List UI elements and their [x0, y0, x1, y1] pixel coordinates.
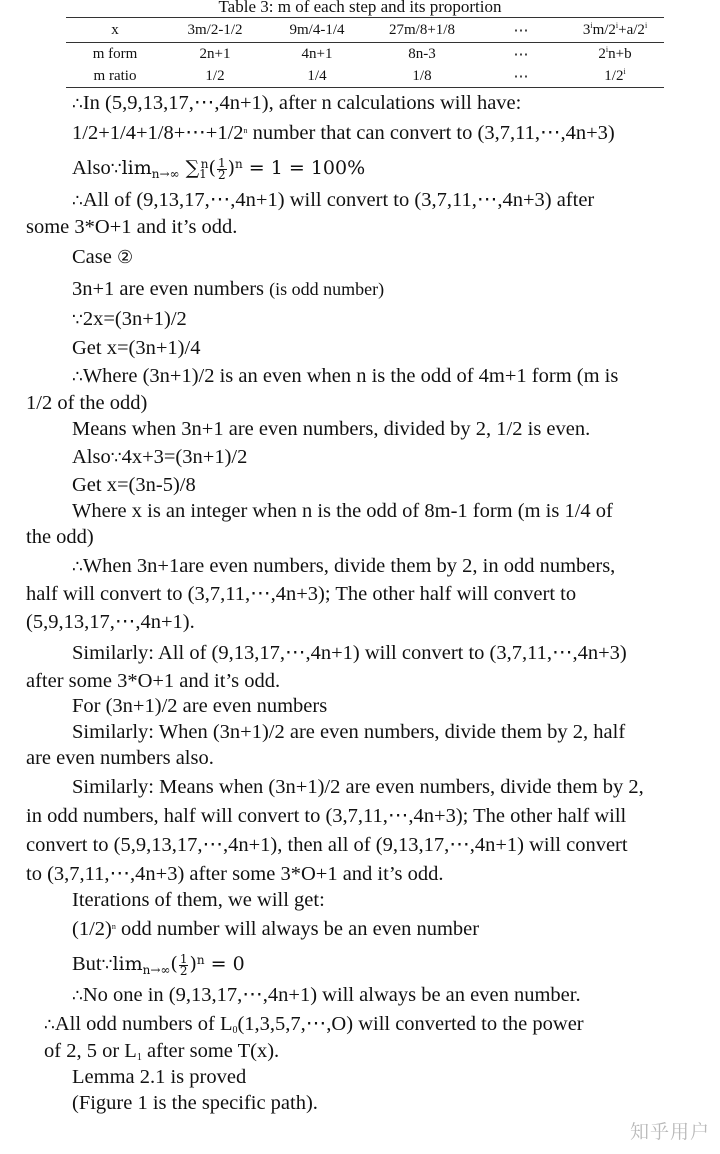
text-line: to (3,7,11,⋯,4n+3) after some 3*O+1 and it’s odd.	[26, 863, 444, 885]
text-line: half will convert to (3,7,11,⋯,4n+3); The other half will convert to	[26, 583, 577, 605]
proportion-table	[66, 17, 664, 88]
text-line: the odd)	[26, 526, 94, 548]
text-line: $1/2+1/4+1/8+\cdots+1/2^n$ number that can convert to (3,7,11,⋯,4n+3)	[72, 122, 615, 144]
text-line: some 3*O+1 and it’s odd.	[26, 216, 238, 238]
text-line: Get x=(3n+1)/4	[72, 337, 201, 359]
table-cell: 4n+1	[301, 45, 333, 62]
table-cell: 2n+1	[199, 45, 231, 62]
header-cell: $3^im/2^i+a/2^i$	[582, 21, 648, 38]
text-line: of 2, 5 or $L_1$ after some T(x).	[44, 1040, 280, 1063]
text-line: ∴In (5,9,13,17,⋯,4n+1), after n calculations will have:	[72, 92, 522, 114]
text-line: in odd numbers, half will convert to (3,7,11,⋯,4n+3); The other half will	[26, 805, 627, 827]
table-cell: ⋯	[513, 68, 529, 85]
text-line: 1/2 of the odd)	[26, 392, 148, 414]
text-line: after some 3*O+1 and it’s odd.	[26, 670, 281, 692]
text-line: Similarly: Means when (3n+1)/2 are even numbers, divide them by 2,	[72, 776, 644, 798]
table-cell: 1/2	[205, 67, 225, 84]
zhihu-watermark: 知乎用户	[629, 1121, 710, 1143]
text-line: ∴No one in (9,13,17,⋯,4n+1) will always be an even number.	[72, 984, 581, 1006]
text-line: ∴Where (3n+1)/2 is an even when n is the odd of 4m+1 form (m is	[72, 365, 619, 387]
text-line: ∴All odd numbers of $L_0(1,3,5,7,\cdots,O)$ will converted to the power	[44, 1013, 584, 1036]
text-line: (Figure 1 is the specific path).	[72, 1092, 318, 1114]
table-cell: 1/4	[307, 67, 327, 84]
text-line: convert to (5,9,13,17,⋯,4n+1), then all of (9,13,17,⋯,4n+1) will convert	[26, 834, 628, 856]
header-cell: 27m/8+1/8	[389, 21, 455, 38]
therefore-symbol: ∴	[72, 94, 83, 114]
because-symbol: ∵	[110, 159, 122, 179]
text-line: ∴When 3n+1are even numbers, divide them by 2, in odd numbers,	[72, 555, 616, 577]
text-line: Lemma 2.1 is proved	[72, 1066, 247, 1088]
table-row	[66, 43, 664, 65]
row-label: m ratio	[93, 67, 137, 84]
text-line: $(1/2)^n$ odd number will always be an even number	[72, 918, 480, 940]
table-cell: ⋯	[513, 46, 529, 63]
header-cell: 3m/2-1/2	[187, 21, 243, 38]
limit-formula-line: $Also\because\lim_{n\to\infty}$ $\sum_1^n$( $\frac{1}{2}$ )$^n$ = 1 = 100%	[72, 155, 366, 182]
table-caption: Table 3: m of each step and its proportion	[218, 0, 502, 16]
text-line: are even numbers also.	[26, 747, 214, 769]
header-cell: ⋯	[513, 22, 529, 39]
row-label: m form	[92, 45, 138, 62]
text-line: ∵2x=(3n+1)/2	[72, 308, 187, 330]
header-cell: 9m/4-1/4	[289, 21, 345, 38]
table-cell: 1/2$^i$	[604, 67, 626, 84]
text-line: (5,9,13,17,⋯,4n+1).	[26, 611, 195, 633]
table-cell: 1/8	[412, 67, 432, 84]
case-heading: Case ②	[72, 246, 134, 268]
text-line: For (3n+1)/2 are even numbers	[72, 695, 328, 717]
table-cell: 8n-3	[408, 45, 436, 62]
text-line: 3n+1 are even numbers (is odd number)	[72, 278, 385, 300]
text-line: Get x=(3n-5)/8	[72, 474, 196, 496]
table-header-row	[66, 18, 664, 43]
text-line: Means when 3n+1 are even numbers, divided by 2, 1/2 is even.	[72, 418, 591, 440]
header-cell: x	[111, 21, 119, 38]
text-line: ∴All of (9,13,17,⋯,4n+1) will convert to (3,7,11,⋯,4n+3) after	[72, 189, 595, 211]
table-cell: $2^in+b$	[598, 45, 632, 62]
text-line: Where x is an integer when n is the odd of 8m-1 form (m is 1/4 of	[72, 500, 613, 522]
text-line: Similarly: All of (9,13,17,⋯,4n+1) will convert to (3,7,11,⋯,4n+3)	[72, 642, 627, 664]
table-row	[66, 65, 664, 87]
text-line: Also∵4x+3=(3n+1)/2	[72, 446, 248, 468]
text-line: Iterations of them, we will get:	[72, 889, 325, 911]
limit-formula-line: $But\because\lim_{n\to\infty}$( $\frac{1}{2}$ )$^n$ = 0	[72, 951, 245, 978]
text-line: Similarly: When (3n+1)/2 are even numbers, divide them by 2, half	[72, 721, 626, 743]
